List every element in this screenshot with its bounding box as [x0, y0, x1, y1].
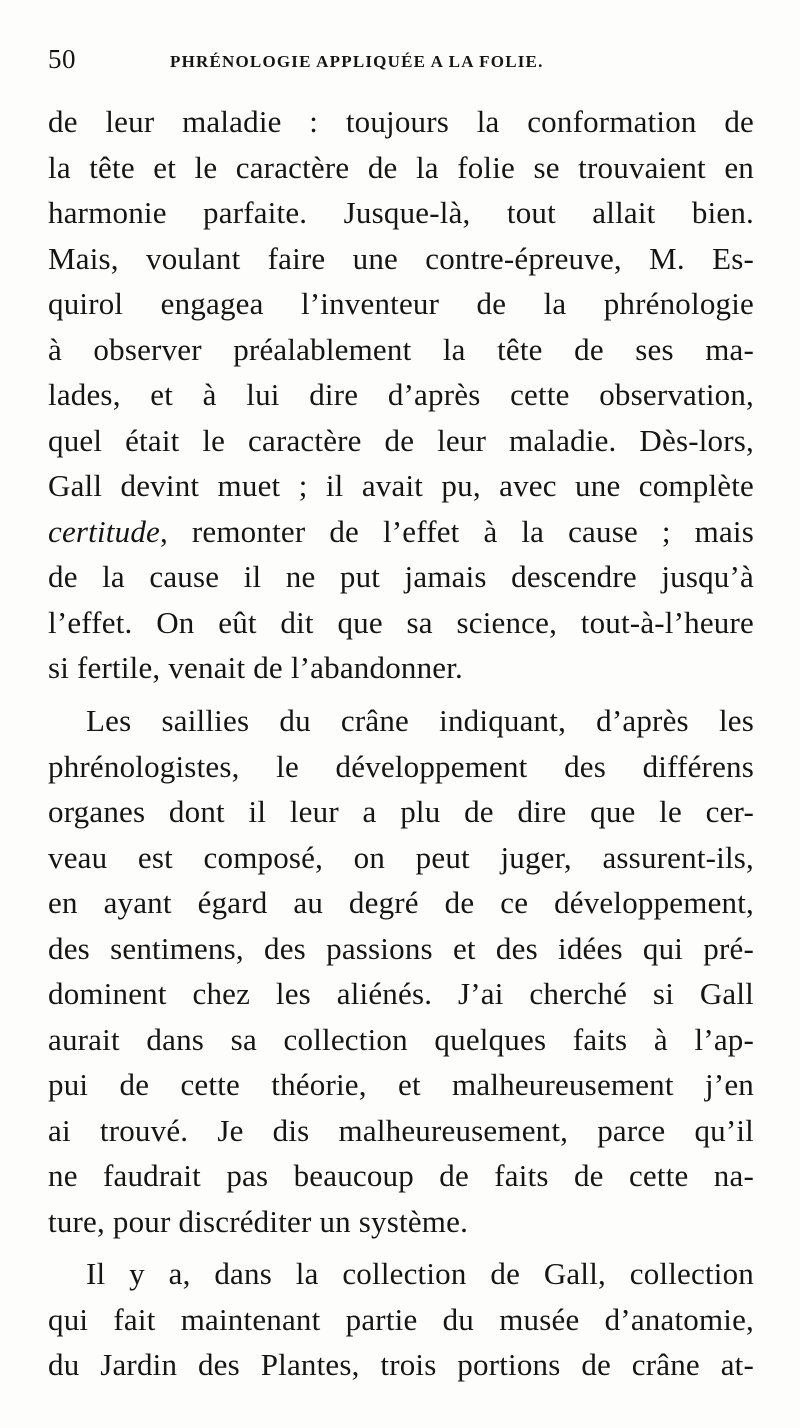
text-line: Les saillies du crâne indiquant, d’après les: [86, 703, 754, 738]
text-line: Mais, voulant faire une contre-épreuve, M. Es-: [48, 240, 754, 276]
text-line: de la cause il ne put jamais descendre jusqu’à: [48, 559, 754, 594]
text-line: en ayant égard au degré de ce développement,: [48, 885, 754, 920]
text-line: ai trouvé. Je dis malheureusement, parce qu’il: [48, 1112, 754, 1148]
text-line: ture, pour discréditer un système.: [48, 1203, 469, 1239]
text-line: pui de cette théorie, et malheureusement j’en: [48, 1067, 754, 1102]
text-line: qui fait maintenant partie du musée d’anatomie,: [48, 1301, 754, 1337]
text-line: quel était le caractère de leur maladie. Dès-lors,: [48, 422, 754, 458]
text-line: des sentimens, des passions et des idées qui pré-: [48, 930, 754, 966]
text-line: phrénologistes, le développement des différens: [48, 748, 754, 784]
running-title: PHRÉNOLOGIE APPLIQUÉE A LA FOLIE.: [170, 52, 544, 71]
text-line: à observer préalablement la tête de ses ma-: [48, 331, 754, 367]
text-line: l’effet. On eût dit que sa science, tout-à-l’heure: [48, 604, 754, 640]
paragraph-1: [48, 99, 754, 691]
page-number: 50: [48, 44, 76, 74]
text-line: si fertile, venait de l’abandonner.: [48, 650, 464, 685]
text-line: lades, et à lui dire d’après cette observation,: [48, 377, 754, 412]
running-head: [48, 44, 758, 84]
text-line: harmonie parfaite. Jusque-là, tout allait bien.: [48, 195, 754, 230]
text-line: la tête et le caractère de la folie se trouvaient en: [48, 149, 754, 185]
text-line: veau est composé, on peut juger, assurent-ils,: [48, 839, 754, 875]
text-line: aurait dans sa collection quelques faits à l’ap-: [48, 1021, 754, 1057]
text-line: quirol engagea l’inventeur de la phrénologie: [48, 286, 754, 321]
text-line: Gall devint muet ; il avait pu, avec une complète: [48, 468, 754, 503]
text-line-with-italic: [48, 509, 754, 555]
paragraph-3: [48, 1251, 754, 1388]
text-line: de leur maladie : toujours la conformation de: [48, 104, 754, 139]
text-line: organes dont il leur a plu de dire que le cer-: [48, 794, 754, 829]
paragraph-2: [48, 698, 754, 1244]
text-line: Il y a, dans la collection de Gall, collection: [86, 1256, 754, 1291]
text-line: du Jardin des Plantes, trois portions de crâne at-: [48, 1347, 754, 1382]
text-fragment: , remonter de l’effet à la cause ; mais: [159, 513, 754, 549]
text-line: ne faudrait pas beaucoup de faits de cette na-: [48, 1158, 754, 1193]
italic-word: certitude: [48, 513, 160, 549]
text-line: dominent chez les aliénés. J’ai cherché si Gall: [48, 976, 754, 1011]
